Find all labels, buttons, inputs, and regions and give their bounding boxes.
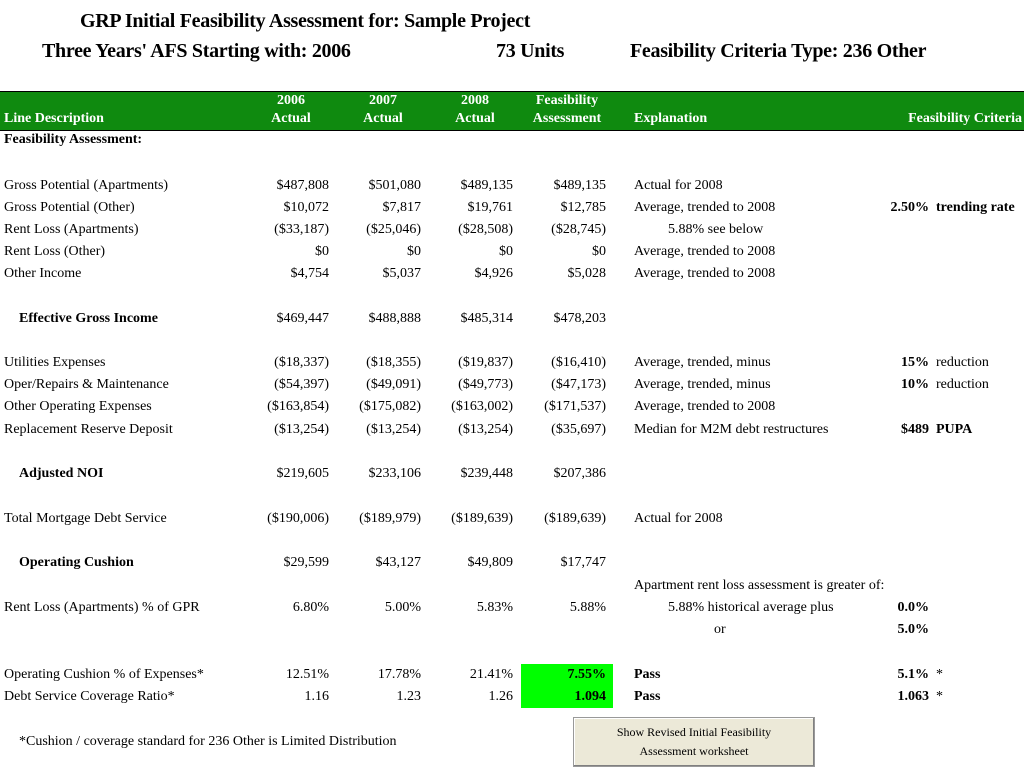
value-2006: $10,072	[283, 200, 329, 215]
value-2007: $501,080	[368, 178, 421, 193]
row-adjusted-noi	[0, 463, 1024, 485]
value-assessment: $0	[592, 244, 606, 259]
header-assessment: Assessment	[532, 111, 602, 126]
row-label: Utilities Expenses	[4, 355, 106, 370]
header-line-description: Line Description	[4, 111, 104, 126]
row-utilities-expenses	[0, 352, 1024, 374]
value-assessment: ($171,537)	[544, 399, 606, 414]
value-2006: ($33,187)	[274, 222, 329, 237]
row-oper-repairs-maintenance	[0, 374, 1024, 396]
explanation: 5.88% see below	[668, 222, 764, 237]
value-assessment: ($35,697)	[551, 422, 606, 437]
value-2008: 21.41%	[469, 667, 513, 682]
report-title: GRP Initial Feasibility Assessment for: Sample Project	[80, 10, 531, 32]
criteria-footnote-mark: *	[936, 667, 943, 682]
value-2008: 5.83%	[476, 600, 513, 615]
value-2007: ($175,082)	[359, 399, 421, 414]
value-assessment: 1.094	[574, 689, 606, 704]
value-assessment: 5.88%	[569, 600, 606, 615]
value-2007: $43,127	[375, 555, 421, 570]
header-feasibility: Feasibility	[535, 93, 599, 108]
status-pass: Pass	[634, 667, 661, 682]
row-label: Replacement Reserve Deposit	[4, 422, 173, 437]
value-2007: 1.23	[396, 689, 421, 704]
value-2007: $7,817	[382, 200, 421, 215]
row-replacement-reserve-deposit	[0, 419, 1024, 441]
header-2008-actual: Actual	[455, 111, 495, 126]
explanation: Average, trended to 2008	[634, 244, 776, 259]
row-rent-loss-other	[0, 241, 1024, 263]
explanation: Average, trended to 2008	[634, 200, 776, 215]
value-2006: $487,808	[276, 178, 329, 193]
row-rent-loss-pct-gpr	[0, 597, 1024, 619]
row-label: Rent Loss (Other)	[4, 244, 106, 259]
row-total-mortgage-debt-service	[0, 508, 1024, 530]
header-2006-actual: Actual	[271, 111, 311, 126]
criteria-footnote-mark: *	[936, 689, 943, 704]
value-assessment: $17,747	[560, 555, 606, 570]
value-assessment: $5,028	[567, 266, 606, 281]
explanation: Average, trended to 2008	[634, 399, 776, 414]
value-2006: $29,599	[283, 555, 329, 570]
value-assessment: $12,785	[560, 200, 606, 215]
value-2008: ($49,773)	[458, 377, 513, 392]
row-label: Operating Cushion % of Expenses*	[4, 667, 204, 682]
criteria-type-label: Feasibility Criteria Type: 236 Other	[630, 40, 927, 62]
header-2006-year: 2006	[277, 93, 305, 108]
value-2007: $488,888	[368, 311, 421, 326]
header-2007-year: 2007	[369, 93, 397, 108]
criteria-unit: PUPA	[936, 422, 973, 437]
row-label: Rent Loss (Apartments)	[4, 222, 139, 237]
value-2006: $0	[315, 244, 329, 259]
value-2008: 1.26	[488, 689, 513, 704]
units-label: 73 Units	[496, 40, 565, 62]
value-2008: $4,926	[474, 266, 513, 281]
row-other-income	[0, 263, 1024, 285]
value-2006: ($18,337)	[274, 355, 329, 370]
row-label: Operating Cushion	[19, 555, 134, 570]
row-label: Debt Service Coverage Ratio*	[4, 689, 175, 704]
row-effective-gross-income	[0, 308, 1024, 330]
value-2007: ($49,091)	[366, 377, 421, 392]
value-2006: $469,447	[276, 311, 329, 326]
criteria-unit: reduction	[936, 355, 989, 370]
value-2008: ($13,254)	[458, 422, 513, 437]
value-assessment: ($47,173)	[551, 377, 606, 392]
row-rent-loss-or	[0, 619, 1024, 641]
value-assessment: $489,135	[553, 178, 606, 193]
row-label: Total Mortgage Debt Service	[4, 511, 167, 526]
value-2006: ($13,254)	[274, 422, 329, 437]
value-assessment: $478,203	[553, 311, 606, 326]
value-2008: ($28,508)	[458, 222, 513, 237]
row-label: Other Income	[4, 266, 82, 281]
value-2008: $19,761	[467, 200, 513, 215]
criteria-value: 10%	[901, 377, 929, 392]
explanation: Average, trended to 2008	[634, 266, 776, 281]
value-2007: ($189,979)	[359, 511, 421, 526]
button-label-line2: Assessment worksheet	[639, 744, 749, 758]
criteria-value: 1.063	[897, 689, 929, 704]
value-2008: $239,448	[460, 466, 513, 481]
value-2007: ($13,254)	[366, 422, 421, 437]
row-label: Effective Gross Income	[19, 311, 158, 326]
row-label: Adjusted NOI	[19, 466, 104, 481]
row-gross-potential-other	[0, 197, 1024, 219]
column-header-band	[0, 91, 1024, 131]
value-2006: ($163,854)	[267, 399, 329, 414]
value-2007: $0	[407, 244, 421, 259]
criteria-value: 0.0%	[897, 600, 929, 615]
value-2006: ($190,006)	[267, 511, 329, 526]
explanation: Average, trended, minus	[634, 377, 771, 392]
explanation: Actual for 2008	[634, 178, 723, 193]
row-label: Oper/Repairs & Maintenance	[4, 377, 169, 392]
value-2006: $4,754	[290, 266, 329, 281]
row-rent-loss-apartments	[0, 219, 1024, 241]
row-label: Other Operating Expenses	[4, 399, 152, 414]
value-2006: 6.80%	[292, 600, 329, 615]
value-2008: $0	[499, 244, 513, 259]
value-2006: ($54,397)	[274, 377, 329, 392]
explanation: Actual for 2008	[634, 511, 723, 526]
header-2008-year: 2008	[461, 93, 489, 108]
value-assessment: ($189,639)	[544, 511, 606, 526]
value-2007: 5.00%	[384, 600, 421, 615]
value-assessment: ($16,410)	[551, 355, 606, 370]
explanation: Average, trended, minus	[634, 355, 771, 370]
explanation: 5.88% historical average plus	[668, 600, 834, 615]
criteria-value: $489	[901, 422, 929, 437]
criteria-value: 5.0%	[897, 622, 929, 637]
show-revised-worksheet-button[interactable]	[573, 717, 815, 767]
value-2006: $219,605	[276, 466, 329, 481]
value-2008: ($189,639)	[451, 511, 513, 526]
criteria-unit: reduction	[936, 377, 989, 392]
value-2008: $489,135	[460, 178, 513, 193]
value-2007: ($18,355)	[366, 355, 421, 370]
value-2007: $233,106	[368, 466, 421, 481]
status-pass: Pass	[634, 689, 661, 704]
or-label: or	[714, 622, 726, 637]
row-operating-cushion	[0, 552, 1024, 574]
value-2007: 17.78%	[377, 667, 421, 682]
value-2008: ($163,002)	[451, 399, 513, 414]
value-assessment: $207,386	[553, 466, 606, 481]
criteria-value: 2.50%	[890, 200, 929, 215]
criteria-value: 15%	[901, 355, 929, 370]
row-other-operating-expenses	[0, 396, 1024, 418]
value-2006: 12.51%	[285, 667, 329, 682]
value-assessment: ($28,745)	[551, 222, 606, 237]
row-label: Gross Potential (Apartments)	[4, 178, 169, 193]
footnote: *Cushion / coverage standard for 236 Other is Limited Distribution	[19, 734, 397, 749]
explanation: Median for M2M debt restructures	[634, 422, 829, 437]
value-2007: $5,037	[382, 266, 421, 281]
row-gross-potential-apartments	[0, 175, 1024, 197]
value-2007: ($25,046)	[366, 222, 421, 237]
header-2007-actual: Actual	[363, 111, 403, 126]
rent-loss-note: Apartment rent loss assessment is greater of:	[634, 578, 885, 593]
section-title: Feasibility Assessment:	[4, 132, 143, 147]
value-2008: $49,809	[467, 555, 513, 570]
value-2008: ($19,837)	[458, 355, 513, 370]
value-assessment: 7.55%	[567, 667, 606, 682]
row-label: Gross Potential (Other)	[4, 200, 135, 215]
header-feasibility-criteria: Feasibility Criteria	[908, 111, 1022, 126]
row-debt-service-coverage	[0, 686, 1024, 708]
button-label-line1: Show Revised Initial Feasibility	[616, 725, 772, 739]
afs-start-label: Three Years' AFS Starting with: 2006	[42, 40, 351, 62]
header-explanation: Explanation	[634, 111, 708, 126]
row-label: Rent Loss (Apartments) % of GPR	[4, 600, 200, 615]
value-2008: $485,314	[460, 311, 513, 326]
row-operating-cushion-pct	[0, 664, 1024, 686]
criteria-unit: trending rate	[936, 200, 1015, 215]
criteria-value: 5.1%	[897, 667, 929, 682]
value-2006: 1.16	[304, 689, 329, 704]
